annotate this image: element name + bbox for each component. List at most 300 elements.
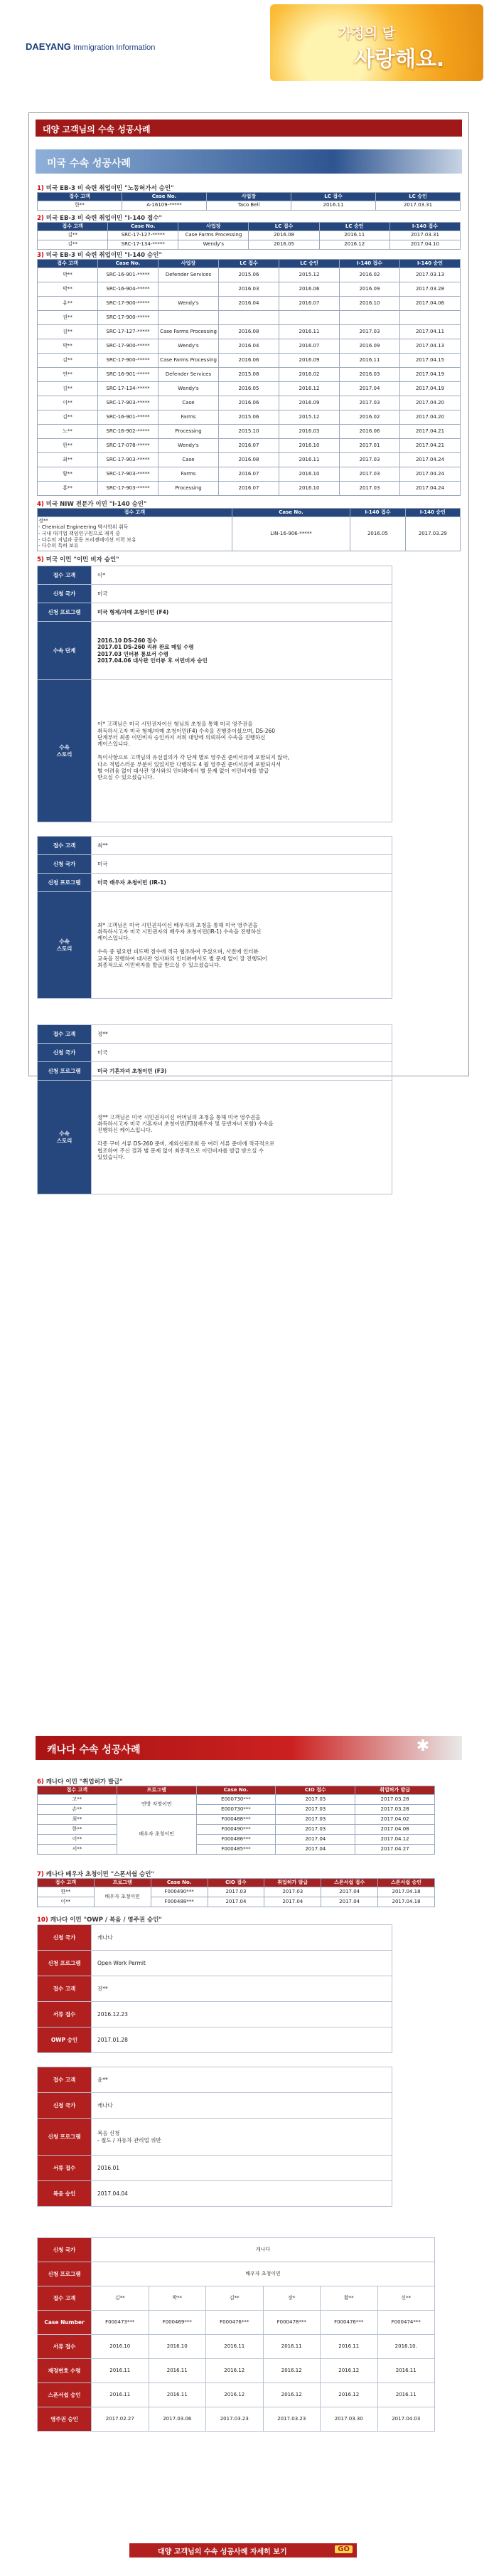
table-row	[38, 282, 461, 296]
banner	[270, 4, 483, 81]
table-cell: 배우자 초청이민	[94, 1887, 151, 1907]
row-label: 서류 접수	[38, 2335, 92, 2359]
table-cell: SRC-17-903-*****	[98, 481, 158, 495]
table-row	[38, 230, 461, 240]
table-cell: F000486***	[196, 1834, 276, 1844]
table-cell: SRC-17-900-*****	[98, 296, 158, 310]
column-header: Case No.	[122, 193, 207, 201]
table-row	[38, 2383, 435, 2407]
banner-line2: 사랑해요.	[354, 47, 445, 72]
column-header: I-140 접수	[340, 260, 400, 268]
table-cell	[340, 310, 400, 324]
table-cell: 2016.10	[340, 296, 400, 310]
box-spouse-pr	[37, 2237, 435, 2432]
caption-4: 4) 미국 NIW 전문가 이민 "I-140 승인"	[37, 501, 147, 508]
table-cell: 2017.04.21	[400, 438, 461, 452]
table-cell: 2017.04	[340, 381, 400, 396]
table-cell: 2017.04.18	[378, 1897, 435, 1907]
table-cell: 2016.12	[263, 2359, 321, 2383]
table-cell: 이**	[38, 1834, 117, 1844]
table-row	[38, 2359, 435, 2383]
box-pardon	[37, 2067, 392, 2207]
table-i140-approved	[37, 259, 461, 496]
table-cell: 2017.04.18	[378, 1887, 435, 1897]
row-label: 접수 고객	[38, 2286, 92, 2311]
table-cell: Processing	[158, 481, 219, 495]
table-cell: 신**	[377, 2286, 435, 2311]
table-cell: SRC-17-903-*****	[98, 452, 158, 467]
column-header: I-140 승인	[400, 260, 461, 268]
table-cell: 2017.03.28	[355, 1804, 435, 1814]
row-label: 복음 승인	[38, 2181, 92, 2207]
caption-7: 7) 캐나다 배우자 초청이민 "스폰서쉽 승인"	[37, 1871, 154, 1878]
table-cell	[158, 282, 219, 296]
table-cell: SRC-17-134-*****	[98, 381, 158, 396]
row-value: 2017.04.04	[92, 2181, 392, 2207]
row-value: 윤**	[92, 2067, 392, 2093]
table-cell: 2016.10.	[377, 2335, 435, 2359]
table-cell: SRC-17-903-*****	[98, 396, 158, 410]
table-cell: 2016.04	[219, 339, 279, 353]
table-cell: 2016.02	[340, 267, 400, 282]
header-row	[38, 223, 461, 231]
niw-client: 정** - Chemical Engineering 박사학위 취득 - 국내 대기업 책임연구원으로 재직 중 - 다수의 저널과 공동 프리젠테이션 이력 보유 - 다수의 특허 보유	[38, 516, 232, 551]
table-cell: Wendy's	[178, 240, 249, 249]
table-row	[38, 2002, 392, 2028]
table-cell: Defender Services	[158, 367, 219, 381]
column-header: 취업허가 발급	[264, 1879, 321, 1887]
table-cell: 2016.11	[263, 2335, 321, 2359]
table-cell: F000488***	[196, 1814, 276, 1824]
table-cell: 2017.03	[276, 1804, 355, 1814]
table-cell: 2017.02.27	[92, 2407, 149, 2432]
table-cell: SRC-17-078-*****	[98, 438, 158, 452]
table-cell: 한**	[38, 438, 98, 452]
banner-line1: 가정의 달	[338, 26, 396, 41]
table-cell: 2015.06	[219, 410, 279, 424]
caption-1: 1) 미국 EB-3 비 숙련 취업이민 "노동허가서 승인"	[37, 185, 174, 192]
row-value: 캐나다	[92, 2093, 392, 2119]
table-cell: SRC-16-901-*****	[98, 367, 158, 381]
table-cell: 김**	[206, 2286, 264, 2311]
column-header: 프로그램	[94, 1879, 151, 1887]
row-value: 복음 신청 - 철도 / 자동차 관리업 위반	[92, 2119, 392, 2156]
table-cell: 2017.04.19	[400, 367, 461, 381]
table-row	[38, 481, 461, 495]
table-cell: 2016.11	[149, 2383, 206, 2407]
table-cell: 김**	[38, 381, 98, 396]
table-cell: 2017.03	[340, 452, 400, 467]
table-cell: A-16109-*****	[122, 201, 207, 210]
table-cell: 2017.04	[321, 1887, 378, 1897]
table-row	[38, 467, 461, 481]
row-value: 캐나다	[92, 2238, 435, 2262]
table-cell: 2017.04.10	[389, 240, 460, 249]
table-cell: 고**	[38, 1794, 117, 1804]
table-cell: 2015.06	[219, 267, 279, 282]
table-row	[38, 1824, 435, 1834]
table-cell: 2016.09	[279, 353, 340, 367]
table-cell: 2016.08	[219, 324, 279, 339]
table-cell: 2016.08	[219, 452, 279, 467]
table-cell: 2016.07	[219, 481, 279, 495]
table-cell: 김**	[38, 353, 98, 367]
table-cell: Wendy's	[158, 339, 219, 353]
table-cell: 2016.11	[279, 324, 340, 339]
row-value: 캐나다	[92, 1925, 392, 1951]
table-cell: 2015.10	[219, 424, 279, 438]
table-row	[38, 2067, 392, 2093]
table-cell: 박**	[38, 267, 98, 282]
table-row	[38, 240, 461, 249]
table-niw: 접수 고객 Case No. I-140 접수 I-140 승인 정** - Chemical Engineering 박사학위 취득 - 국내 대기업 책임연구원으로 재직 중 - 다수의 저널과 공동 프리젠테이션 이력 보유 - 다수의 특허 보유 LIN-16-906-***** 2016.05 2017.03.29	[37, 508, 461, 551]
table-cell: F000478***	[263, 2311, 321, 2335]
table-cell	[158, 310, 219, 324]
table-cell: 2016.12	[279, 381, 340, 396]
table-cell: 2016.05	[249, 240, 319, 249]
ca-section-title: 캐나다 수속 성공사례 ✱	[36, 1736, 462, 1760]
view-more-button[interactable]	[129, 2543, 357, 2558]
table-cell: 연방 자영이민	[117, 1794, 196, 1814]
table-cell: 박**	[38, 339, 98, 353]
column-header: I-140 접수	[389, 223, 460, 231]
table-cell: 이**	[38, 1897, 95, 1907]
table-cell: 2017.04.06	[400, 296, 461, 310]
go-label: GO	[335, 2545, 353, 2553]
table-cell: 2017.03	[276, 1814, 355, 1824]
table-cell: SRC-16-901-*****	[98, 410, 158, 424]
table-cell: 2016.07	[219, 467, 279, 481]
table-cell: 황**	[321, 2286, 378, 2311]
table-cell: 박**	[38, 282, 98, 296]
table-row	[38, 424, 461, 438]
table-cell: 2016.06	[340, 424, 400, 438]
table-cell: 2017.04.24	[400, 481, 461, 495]
column-header: Case No.	[151, 1879, 208, 1887]
table-cell: F000474***	[377, 2311, 435, 2335]
column-header: 접수 고객	[38, 1879, 95, 1887]
column-header: 사업장	[178, 223, 249, 231]
logo[interactable]	[26, 41, 155, 52]
table-cell: 2017.04	[264, 1897, 321, 1907]
header-row	[38, 260, 461, 268]
table-cell: 2016.10	[279, 481, 340, 495]
table-cell: SRC-17-127-*****	[98, 324, 158, 339]
table-cell: 2017.03	[276, 1794, 355, 1804]
table-row	[38, 381, 461, 396]
caption-2: 2) 미국 EB-3 비 숙련 취업이민 "I-140 접수"	[37, 215, 162, 222]
table-cell: 2017.03.31	[389, 230, 460, 240]
table-row	[38, 310, 461, 324]
column-header: LC 접수	[249, 223, 319, 231]
row-label: 신청 국가	[38, 1925, 92, 1951]
table-cell: SRC-16-904-*****	[98, 282, 158, 296]
table-row	[38, 1834, 435, 1844]
maple-leaf-icon: ✱	[416, 1737, 430, 1755]
row-value: 2017.01.28	[92, 2028, 392, 2053]
table-cell: 장*	[263, 2286, 321, 2311]
table-cell: Wendy's	[158, 438, 219, 452]
column-header: LC 승인	[319, 223, 389, 231]
row-value: Open Work Permit	[92, 1951, 392, 1976]
table-cell: 배우자 초청이민	[117, 1814, 196, 1854]
row-value: 진**	[92, 1976, 392, 2002]
box-owp	[37, 1924, 392, 2053]
table-cell: Case	[158, 396, 219, 410]
column-header: 접수 고객	[38, 260, 98, 268]
table-cell: 2016.11	[340, 353, 400, 367]
table-cell: 2016.11	[149, 2359, 206, 2383]
table-cell: 최**	[38, 452, 98, 467]
table-cell: 2015.08	[219, 367, 279, 381]
table-cell: Wendy's	[158, 381, 219, 396]
column-header: 접수 고객	[38, 1786, 117, 1795]
table-cell: F000476***	[321, 2311, 378, 2335]
table-cell: 2016.06	[219, 396, 279, 410]
table-row	[38, 2262, 435, 2286]
table-cell: Defender Services	[158, 267, 219, 282]
column-header: 스폰서쉽 승인	[378, 1879, 435, 1887]
table-cell: 2017.03.30	[321, 2407, 378, 2432]
table-cell: 2016.09	[279, 396, 340, 410]
row-label: 영주권 승인	[38, 2407, 92, 2432]
table-cell	[400, 310, 461, 324]
table-cell: 2016.12	[206, 2359, 264, 2383]
table-cell: 2016.11	[321, 2335, 378, 2359]
header-row	[38, 1879, 435, 1887]
table-row	[38, 2407, 435, 2432]
table-cell: 2016.03	[219, 282, 279, 296]
table-row	[38, 296, 461, 310]
table-cell: SRC-17-900-*****	[98, 339, 158, 353]
brand-sub: Immigration Information	[72, 43, 156, 52]
table-cell: F000485***	[196, 1844, 276, 1854]
table-cell: 2017.03.28	[400, 282, 461, 296]
caption-3: 3) 미국 EB-3 비 숙련 취업이민 "I-140 승인"	[37, 252, 162, 259]
table-row	[38, 1814, 435, 1824]
table-cell: 2015.12	[279, 267, 340, 282]
table-row	[38, 2238, 435, 2262]
table-cell: 2017.04.19	[400, 381, 461, 396]
table-cell: 2017.01	[340, 438, 400, 452]
table-row	[38, 201, 461, 210]
table-row	[38, 2335, 435, 2359]
table-cell: 2016.10	[149, 2335, 206, 2359]
table-cell: 2017.04.03	[377, 2407, 435, 2432]
table-cell: Case Farms Processing	[158, 324, 219, 339]
table-row	[38, 1976, 392, 2002]
row-label: 서류 접수	[38, 2002, 92, 2028]
table-cell: 2016.02	[279, 367, 340, 381]
table-cell: F000490***	[196, 1824, 276, 1834]
table-cell: 2016.12	[319, 240, 389, 249]
table-cell: 2016.12	[263, 2383, 321, 2407]
table-cell: E000730***	[196, 1804, 276, 1814]
table-row	[38, 2156, 392, 2181]
table-cell: 2017.04	[321, 1897, 378, 1907]
row-label: OWP 승인	[38, 2028, 92, 2053]
table-cell: SRC-17-127-*****	[108, 230, 178, 240]
table-cell: 2016.11	[377, 2359, 435, 2383]
table-cell: 2016.11	[319, 230, 389, 240]
table-cell: 2017.03	[264, 1887, 321, 1897]
table-cell: E000730***	[196, 1794, 276, 1804]
table-cell: 2016.12	[206, 2383, 264, 2407]
row-label: 신청 프로그램	[38, 2119, 92, 2156]
table-row	[38, 1794, 435, 1804]
row-label: 신청 프로그램	[38, 1951, 92, 1976]
header-row	[38, 193, 461, 201]
table-i140-filed	[37, 222, 461, 250]
table-cell: 2017.03.28	[355, 1794, 435, 1804]
story-2: 접수 고객 최** 신청 국가 미국 신청 프로그램 미국 배우자 초청이민 (IR-1) 수속 스토리 최* 고객님은 미국 시민권자이신 배우자의 초청을 통해 미국 영주권을 취득하시고자 미국 시민권자의 배우자 초청이민(IR-1) 수속을 진행하신 케이스입니다. 수속 중 필요한 피드백 점수에 적극 협조하여 주셨으며, 사전에 인터뷰 교육을 진행하여 대사관 영사와의 인터뷰에서도 별 문제 없이 잘 진행되어 최종적으로 이민비자를 발급 받으실 수 있으셨습니다.	[37, 836, 392, 999]
table-cell: 2016.06	[219, 353, 279, 367]
table-cell: 김**	[38, 230, 108, 240]
table-cell: 2017.04.20	[400, 396, 461, 410]
table-cell: 2017.04.24	[400, 467, 461, 481]
table-cell: SRC-17-134-*****	[108, 240, 178, 249]
header-row	[38, 1786, 435, 1795]
table-row	[38, 1804, 435, 1814]
table-cell: 2017.04	[276, 1834, 355, 1844]
table-cell: 2017.04.08	[355, 1824, 435, 1834]
page-title: 대양 고객님의 수속 성공사례	[36, 120, 462, 137]
table-cell: 최**	[38, 1814, 117, 1824]
table-cell: 2016.11	[92, 2383, 149, 2407]
table-cell: Case	[158, 452, 219, 467]
column-header: 접수 고객	[38, 193, 122, 201]
table-cell: 2016.06	[279, 282, 340, 296]
table-sponsorship	[37, 1878, 435, 1907]
story-1: 접수 고객 이* 신청 국가 미국 신청 프로그램 미국 형제/자매 초청이민 (F4) 수속 단계 2016.10 DS-260 접수 2017.01 DS-260 리뷰 완료 메일 수령 2017.03 인터뷰 통보서 수령 2017.04.06 대사관 인터뷰 후 이민비자 승인 수속 스토리 이* 고객님은 미국 시민권자이신 형님의 초청을 통해 미국 영주권을 취득하시고자 미국 형제/자매 초청이민(F4) 수속을 진행중이셨으며, DS-260 단계부터 최종 이민비자 승인까지 저희 대양에 의뢰하여 수속을 진행하신 케이스입니다. 특이사항으로 고객님의 유선질의가 각 단계 별로 영주권 준비서류에 포함되지 않아, 다소 적법스러운 부분이 있었지만 다행히도 4 월 영주권 준비서류에 포함되셔서 별 어려움 없이 대사관 영사와의 인터뷰에서 별 문제 없이 이민비자를 발급 받으실 수 있으셨습니다.	[37, 566, 392, 822]
us-section-title: 미국 수속 성공사례	[36, 149, 462, 174]
table-cell: 한**	[38, 1824, 117, 1834]
table-cell: Case Farms Processing	[178, 230, 249, 240]
table-cell: 2017.04.15	[400, 353, 461, 367]
table-cell: 2017.03.13	[400, 267, 461, 282]
column-header: LC 승인	[376, 193, 461, 201]
brand-name: DAEYANG	[26, 41, 71, 52]
header	[0, 0, 489, 84]
column-header: 스폰서쉽 접수	[321, 1879, 378, 1887]
row-label: 서류 접수	[38, 2156, 92, 2181]
table-row	[38, 267, 461, 282]
table-cell: 2017.03	[340, 324, 400, 339]
column-header: 사업장	[207, 193, 291, 201]
table-cell: 2016.07	[279, 339, 340, 353]
column-header: Case No.	[196, 1786, 276, 1795]
table-cell: 2016.02	[340, 410, 400, 424]
table-cell: F000469***	[149, 2311, 206, 2335]
table-row	[38, 1951, 392, 1976]
table-cell: 2017.04.11	[400, 324, 461, 339]
table-cell: 2017.03.23	[206, 2407, 264, 2432]
row-value: 배우자 초청이민	[92, 2262, 435, 2286]
table-row	[38, 339, 461, 353]
table-cell: 2016.09	[340, 282, 400, 296]
table-cell: 황**	[38, 467, 98, 481]
row-value: 2016.01	[92, 2156, 392, 2181]
table-cell: Taco Bell	[207, 201, 291, 210]
table-cell: 2016.11	[206, 2335, 264, 2359]
table-cell	[279, 310, 340, 324]
column-header: Case No.	[98, 260, 158, 268]
table-cell: 2017.04	[276, 1844, 355, 1854]
column-header: LC 승인	[279, 260, 340, 268]
table-cell: 2016.03	[340, 367, 400, 381]
view-more-label: 대양 고객님의 수속 성공사례 자세히 보기	[158, 2548, 287, 2556]
table-cell: 2017.03	[208, 1887, 264, 1897]
table-cell: 2017.03.31	[376, 201, 461, 210]
table-cell: 2017.04	[208, 1897, 264, 1907]
table-row	[38, 2119, 392, 2156]
table-cell: 2016.11	[279, 452, 340, 467]
table-cell: 2016.05	[219, 381, 279, 396]
table-cell: 2016.12	[321, 2359, 378, 2383]
caption-10: 10) 캐나다 이민 "OWP / 복음 / 영주권 승인"	[37, 1917, 162, 1924]
table-cell: F000476***	[206, 2311, 264, 2335]
row-label: 스폰서쉽 승인	[38, 2383, 92, 2407]
table-cell: 2017.04.27	[355, 1844, 435, 1854]
table-cell: SRC-17-900-*****	[98, 310, 158, 324]
table-row	[38, 353, 461, 367]
column-header: 접수 고객	[38, 223, 108, 231]
table-cell: Processing	[158, 424, 219, 438]
column-header: LC 접수	[219, 260, 279, 268]
table-cell: 박**	[149, 2286, 206, 2311]
table-cell: 2017.04.02	[355, 1814, 435, 1824]
column-header: 취업허가 발급	[355, 1786, 435, 1795]
table-cell: 한**	[38, 201, 122, 210]
table-cell: F000490***	[151, 1887, 208, 1897]
table-cell: 김**	[38, 410, 98, 424]
table-cell: 김**	[92, 2286, 149, 2311]
table-cell: F000473***	[92, 2311, 149, 2335]
table-cell: 2016.11	[291, 201, 376, 210]
table-cell: Wendy's	[158, 296, 219, 310]
table-cell: 노**	[38, 424, 98, 438]
table-cell: F000488***	[151, 1897, 208, 1907]
row-value: 2016.12.23	[92, 2002, 392, 2028]
table-cell: 연**	[38, 367, 98, 381]
table-cell: 2017.03.06	[149, 2407, 206, 2432]
table-cell: 이**	[38, 396, 98, 410]
table-cell: 한**	[38, 1887, 95, 1897]
row-label: 신청 프로그램	[38, 2262, 92, 2286]
column-header: CIO 접수	[208, 1879, 264, 1887]
table-cell: SRC-17-900-*****	[98, 353, 158, 367]
caption-5: 5) 미국 이민 "이민 비자 승인"	[37, 556, 119, 563]
table-cell: 2016.10	[92, 2335, 149, 2359]
table-row	[38, 1925, 392, 1951]
table-row	[38, 1844, 435, 1854]
row-label: 접수 고객	[38, 2067, 92, 2093]
table-cell: 홍**	[38, 481, 98, 495]
row-label: 접수 고객	[38, 1976, 92, 2002]
table-cell: 2017.04.12	[355, 1834, 435, 1844]
column-header: 사업장	[158, 260, 219, 268]
table-row	[38, 452, 461, 467]
table-cell: 2017.04.21	[400, 424, 461, 438]
table-row	[38, 367, 461, 381]
table-row	[38, 2311, 435, 2335]
row-label: Case Number	[38, 2311, 92, 2335]
table-cell: 2016.10	[279, 438, 340, 452]
table-cell: 김**	[38, 240, 108, 249]
table-row	[38, 396, 461, 410]
table-row	[38, 438, 461, 452]
table-cell: 2016.09	[340, 339, 400, 353]
